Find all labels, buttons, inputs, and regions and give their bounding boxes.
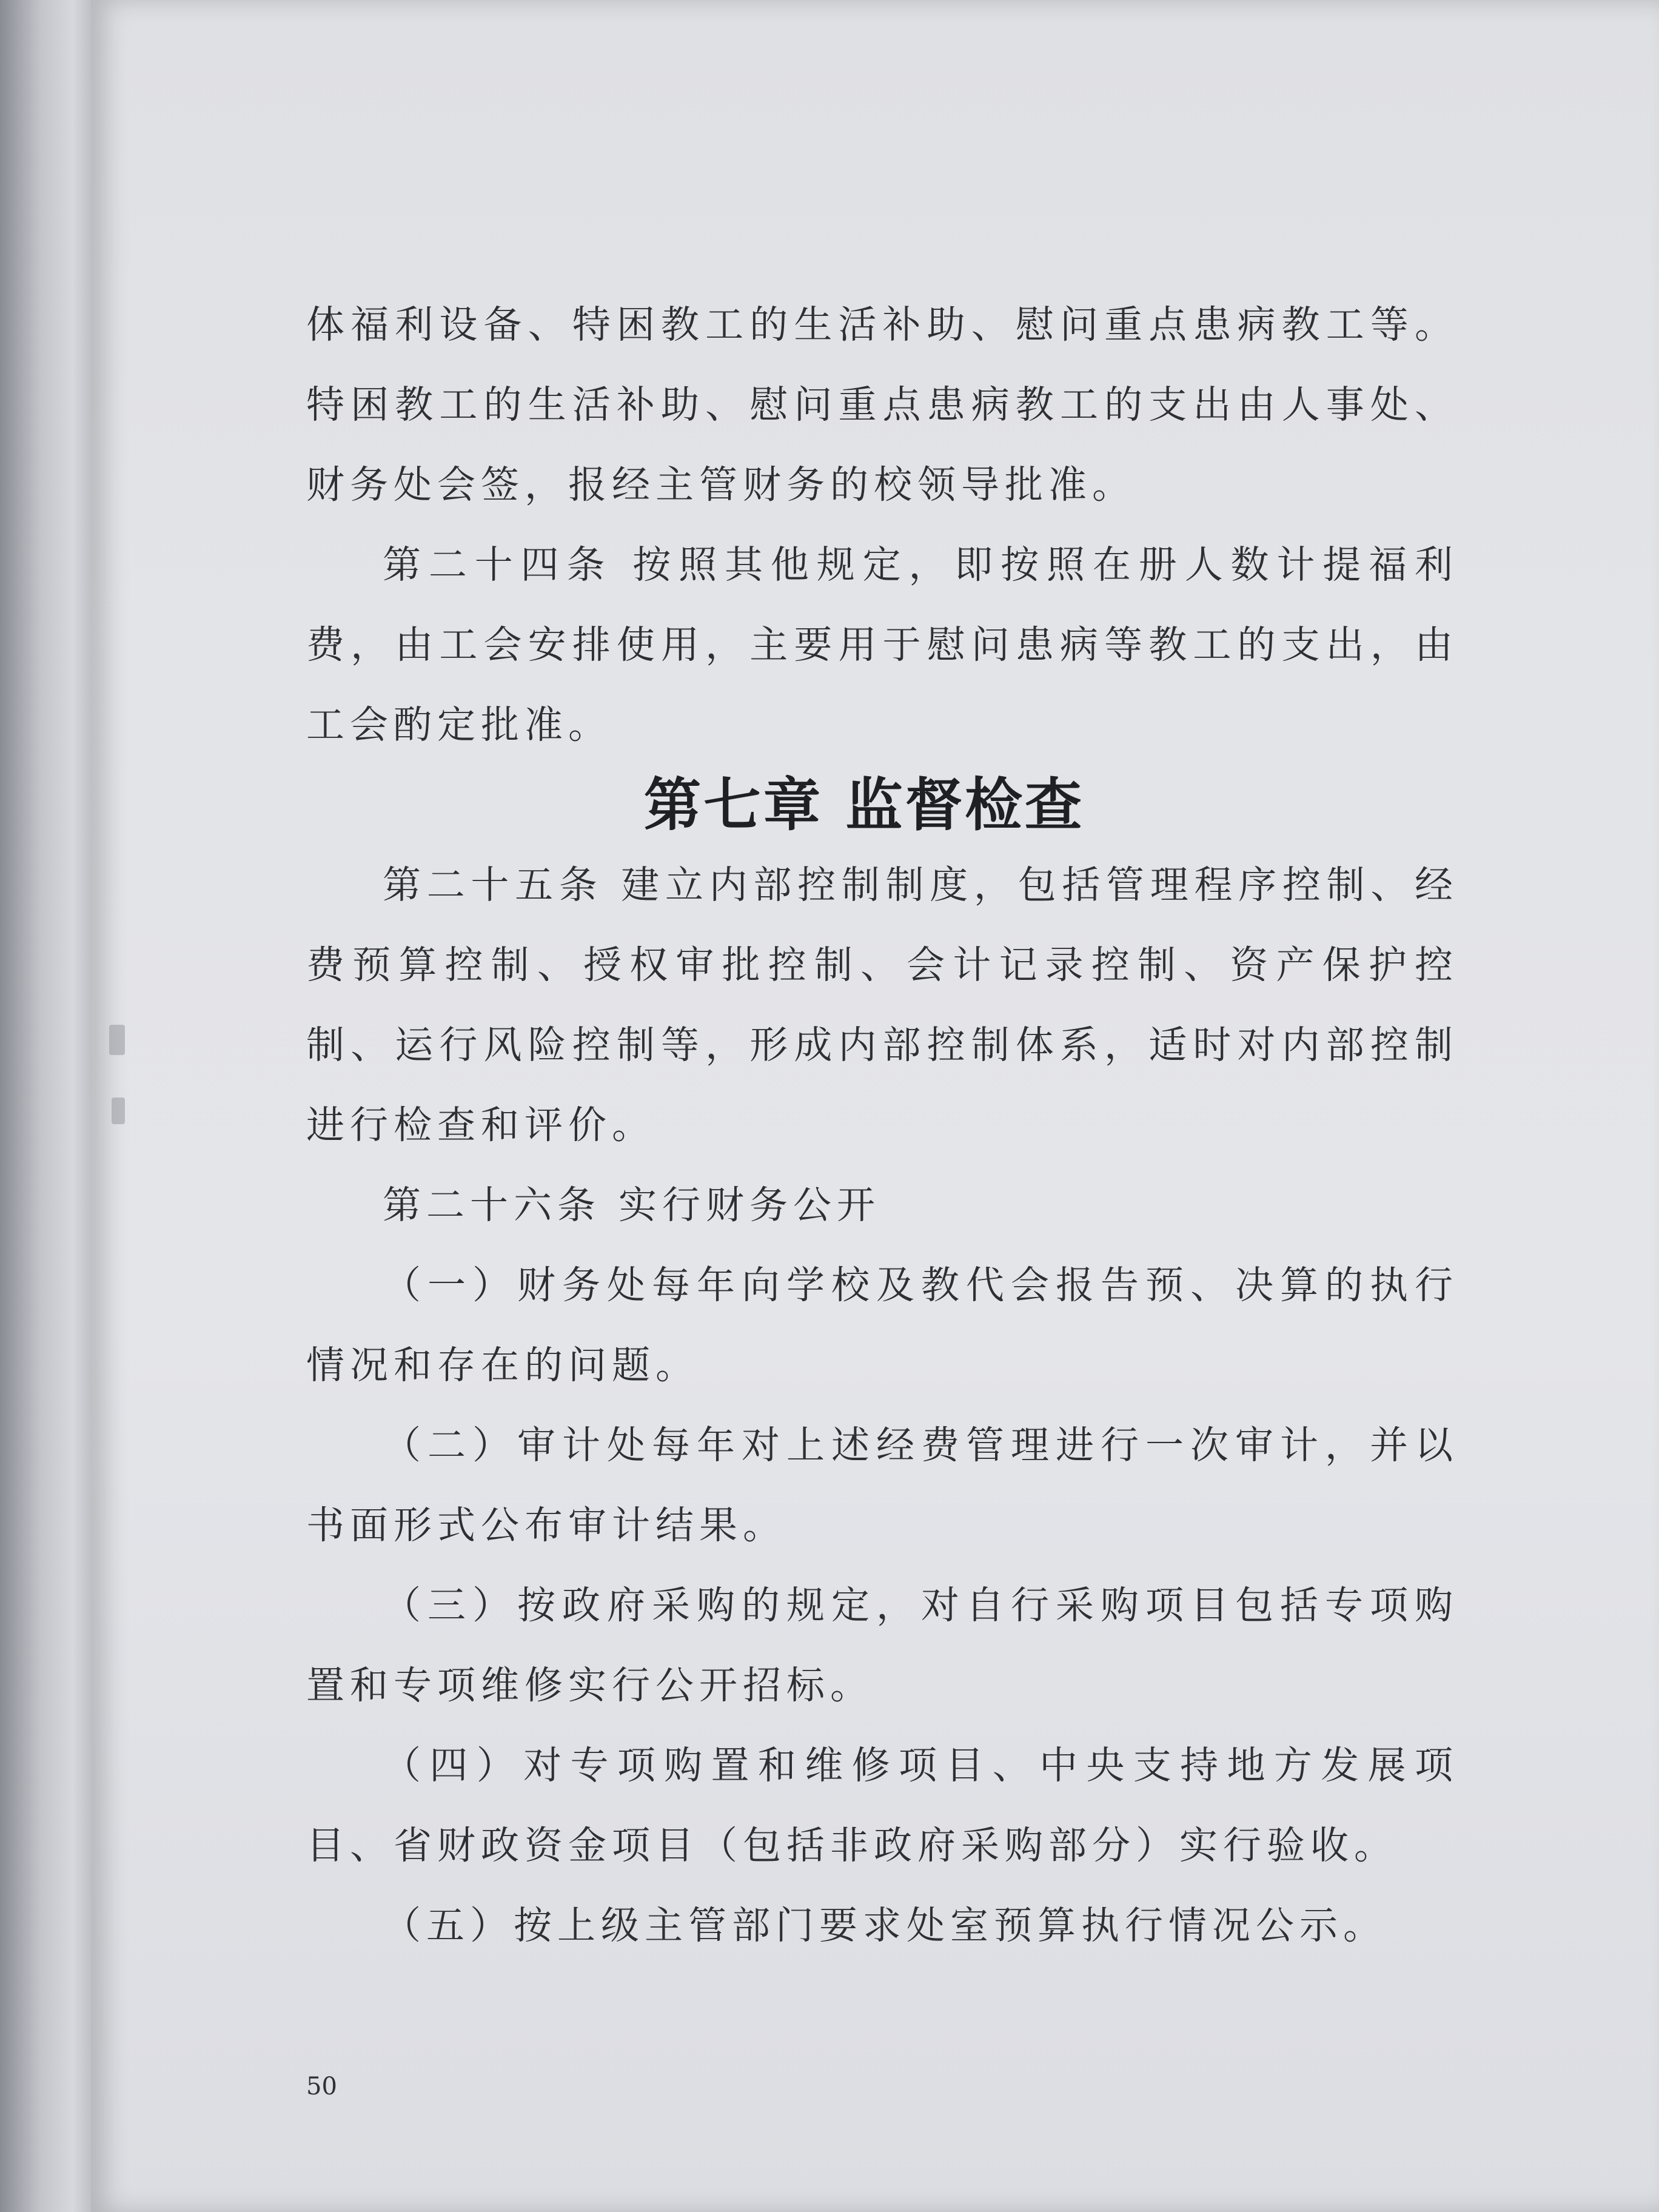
margin-smudge bbox=[109, 1025, 125, 1055]
paragraph-item-1: （一）财务处每年向学校及教代会报告预、决算的执行情况和存在的问题。 bbox=[306, 1263, 1458, 1387]
paragraph-article-26: 第二十六条 实行财务公开 bbox=[383, 1183, 881, 1227]
page-number: 50 bbox=[306, 2073, 337, 2100]
paragraph-item-3: （三）按政府采购的规定，对自行采购项目包括专项购置和专项维修实行公开招标。 bbox=[306, 1583, 1458, 1708]
adjacent-page-edge bbox=[0, 0, 91, 2212]
paragraph-article-24: 第二十四条 按照其他规定，即按照在册人数计提福利费，由工会安排使用，主要用于慰问患病等教工的支出，由工会酌定批准。 bbox=[306, 543, 1458, 747]
document-body bbox=[306, 285, 1458, 1966]
paragraph-article-25: 第二十五条 建立内部控制制度，包括管理程序控制、经费预算控制、授权审批控制、会计记录控制、资产保护控制、运行风险控制等，形成内部控制体系，适时对内部控制进行检查和评价。 bbox=[306, 863, 1458, 1147]
paragraph-item-2: （二）审计处每年对上述经费管理进行一次审计，并以书面形式公布审计结果。 bbox=[306, 1423, 1458, 1547]
paragraph-item-4: （四）对专项购置和维修项目、中央支持地方发展项目、省财政资金项目（包括非政府采购部分）实行验收。 bbox=[306, 1743, 1458, 1868]
margin-smudge bbox=[112, 1098, 125, 1124]
paragraph-welfare-continued: 体福利设备、特困教工的生活补助、慰问重点患病教工等。特困教工的生活补助、慰问重点患病教工的支出由人事处、财务处会签，报经主管财务的校领导批准。 bbox=[306, 303, 1458, 507]
chapter-title: 第七章 监督检查 bbox=[643, 772, 1085, 839]
paragraph-item-5: （五）按上级主管部门要求处室预算执行情况公示。 bbox=[383, 1903, 1387, 1948]
